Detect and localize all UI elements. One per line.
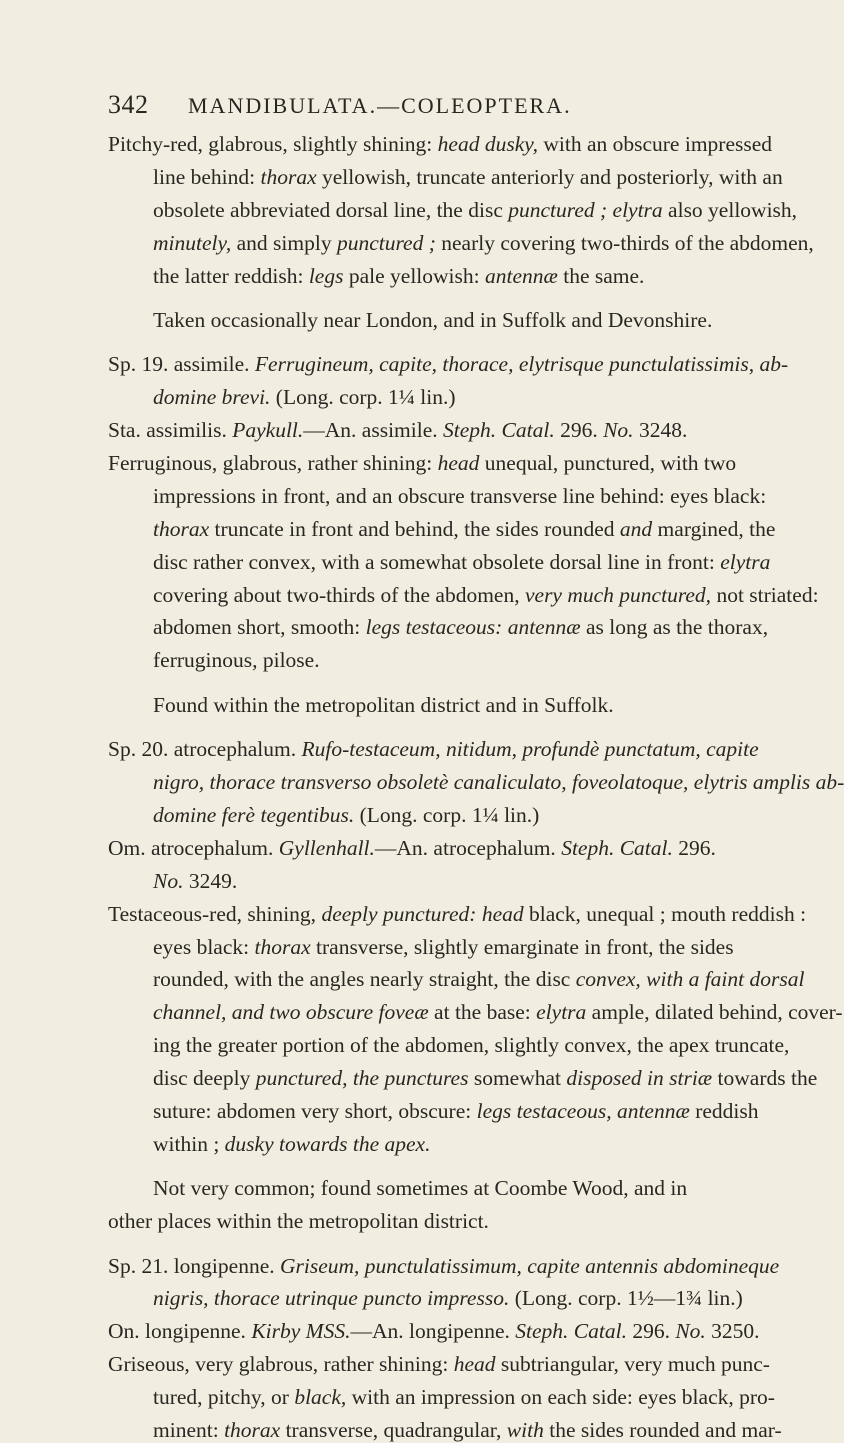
text-line [153,648,320,673]
italic-text: Gyllenhall. [278,836,375,860]
italic-text: Griseum, punctulatissimum, capite antennis abdomineque [280,1254,780,1278]
text-line [108,352,788,377]
text-run: somewhat [468,1066,567,1090]
italic-text: thorax [224,1418,281,1442]
text-run: transverse, quadrangular, [280,1418,507,1442]
text-line [153,1099,758,1124]
italic-text: channel, and two obscure foveæ [153,1000,429,1024]
text-run: towards the [712,1066,818,1090]
text-line [108,1352,770,1377]
text-run: the same. [557,264,645,288]
text-run: suture: abdomen very short, obscure: [153,1099,477,1123]
italic-text: deeply punctured: head [321,902,524,926]
italic-text: No. [153,869,184,893]
italic-text: punctured ; elytra [508,198,663,222]
italic-text: and [619,517,653,541]
text-run: 3248. [633,418,688,442]
text-line [108,737,759,762]
text-run: Ferruginous, glabrous, rather shining: [108,451,438,475]
text-run: the sides rounded and mar- [543,1418,782,1442]
italic-text: punctured, the punctures [255,1066,469,1090]
text-run: at the base: [428,1000,537,1024]
italic-text: very much punctured, [524,583,712,607]
italic-text: Ferrugineum, capite, thorace, elytrisque punctulatissimis, ab- [254,352,789,376]
text-run: obsolete abbreviated dorsal line, the disc [153,198,509,222]
text-run: tured, pitchy, or [153,1385,295,1409]
italic-text: head dusky, [437,132,538,156]
text-line [108,1319,760,1344]
text-run: unequal, punctured, with two [479,451,737,475]
italic-text: legs testaceous, antennæ [476,1099,690,1123]
text-run: 296. [672,836,716,860]
text-line [153,693,614,718]
text-run: Griseous, very glabrous, rather shining: [108,1352,454,1376]
italic-text: black, [294,1385,347,1409]
text-run: Testaceous-red, shining, [108,902,322,926]
italic-text: legs testaceous: antennæ [365,615,581,639]
italic-text: elytra [536,1000,587,1024]
text-line [153,1066,817,1091]
text-line [108,132,772,157]
text-run: (Long. corp. 1¼ lin.) [270,385,456,409]
text-line [153,1286,743,1311]
italic-text: nigris, thorace utrinque puncto impresso. [153,1286,510,1310]
text-line [153,803,539,828]
text-run: (Long. corp. 1¼ lin.) [354,803,540,827]
text-line [153,1385,775,1410]
italic-text: thorax [153,517,210,541]
italic-text: with [506,1418,544,1442]
italic-text: domine ferè tegentibus. [153,803,355,827]
italic-text: thorax [254,935,311,959]
italic-text: head [437,451,480,475]
text-run: rounded, with the angles nearly straight, the disc [153,967,576,991]
text-line [153,1132,430,1157]
italic-text: convex, with a faint dorsal [575,967,805,991]
text-run: margined, the [652,517,776,541]
text-line [108,836,716,861]
text-run: On. longipenne. [108,1319,252,1343]
text-line [153,869,237,894]
text-line [153,583,819,608]
text-run: ample, dilated behind, cover- [586,1000,843,1024]
text-run: —An. assimile. [303,418,444,442]
italic-text: Kirby MSS. [251,1319,351,1343]
text-line [108,418,687,443]
italic-text: Rufo-testaceum, nitidum, profundè punctatum, capite [301,737,759,761]
text-run: impressions in front, and an obscure transverse line behind: eyes black: [153,484,767,508]
italic-text: Steph. Catal. [515,1319,627,1343]
text-run: —An. atrocephalum. [374,836,562,860]
italic-text: punctured ; [336,231,436,255]
text-line [153,550,770,575]
text-line [108,451,736,476]
italic-text: No. [675,1319,706,1343]
italic-text: dusky towards the apex. [224,1132,431,1156]
text-run: 3249. [183,869,238,893]
running-header [108,90,788,120]
text-line [153,1418,782,1443]
italic-text: Steph. Catal. [561,836,673,860]
text-run: (Long. corp. 1½—1¾ lin.) [509,1286,743,1310]
italic-text: head [453,1352,496,1376]
text-run: disc rather convex, with a somewhat obsolete dorsal line in front: [153,550,721,574]
text-run: other places within the metropolitan district. [108,1209,489,1233]
italic-text: disposed in striæ [566,1066,713,1090]
italic-text: domine brevi. [153,385,271,409]
text-line [153,1176,687,1201]
text-run: eyes black: [153,935,255,959]
text-run: also yellowish, [662,198,798,222]
italic-text: antennæ [484,264,558,288]
text-run: with an obscure impressed [537,132,773,156]
text-line [153,231,814,256]
text-line [108,1209,489,1234]
text-line [153,484,766,509]
italic-text: Paykull. [232,418,304,442]
text-run: Pitchy-red, glabrous, slightly shining: [108,132,438,156]
text-run: Om. atrocephalum. [108,836,279,860]
italic-text: No. [603,418,634,442]
text-run: disc deeply [153,1066,256,1090]
text-run: within ; [153,1132,225,1156]
text-run: Sp. 19. assimile. [108,352,255,376]
text-line [153,517,775,542]
text-run: Sp. 20. atrocephalum. [108,737,302,761]
text-run: truncate in front and behind, the sides rounded [209,517,620,541]
text-run: not striated: [711,583,819,607]
text-run: with an impression on each side: eyes black, pro- [346,1385,775,1409]
text-line [153,165,783,190]
text-run: Sp. 21. longipenne. [108,1254,280,1278]
text-line [108,902,806,927]
text-run: Not very common; found sometimes at Coombe Wood, and in [153,1176,688,1200]
text-line [153,1033,789,1058]
page-number: 342 [108,90,149,119]
text-run: and simply [231,231,337,255]
text-run: Sta. assimilis. [108,418,233,442]
text-line [153,615,768,640]
text-line [153,308,712,333]
text-line [153,1000,843,1025]
text-line [153,385,456,410]
italic-text: thorax [260,165,317,189]
text-run: 296. [626,1319,676,1343]
text-run: black, unequal ; mouth reddish : [523,902,807,926]
text-run: transverse, slightly emarginate in front, the sides [310,935,734,959]
text-run: the latter reddish: [153,264,309,288]
italic-text: nigro, thorace transverso obsoletè canaliculato, foveolatoque, elytris amplis ab- [153,770,844,794]
text-run: subtriangular, very much punc- [495,1352,770,1376]
text-line [153,770,844,795]
text-run: —An. longipenne. [350,1319,516,1343]
text-run: Taken occasionally near London, and in Suffolk and Devonshire. [153,308,713,332]
text-run: pale yellowish: [343,264,485,288]
text-run: minent: [153,1418,225,1442]
text-run: ing the greater portion of the abdomen, slightly convex, the apex truncate, [153,1033,790,1057]
text-run: yellowish, truncate anteriorly and posteriorly, with an [316,165,783,189]
italic-text: legs [308,264,344,288]
text-run: 296. [554,418,604,442]
text-line [153,967,804,992]
italic-text: elytra [720,550,771,574]
text-run: 3250. [705,1319,760,1343]
text-line [153,935,734,960]
italic-text: Steph. Catal. [443,418,555,442]
text-line [153,198,797,223]
text-line [153,264,644,289]
text-run: nearly covering two-thirds of the abdomen, [435,231,814,255]
text-run: Found within the metropolitan district and in Suffolk. [153,693,614,717]
text-run: line behind: [153,165,261,189]
italic-text: minutely, [153,231,232,255]
text-run: reddish [689,1099,759,1123]
text-run: abdomen short, smooth: [153,615,366,639]
running-head: MANDIBULATA.—COLEOPTERA. [188,93,572,118]
text-run: as long as the thorax, [580,615,769,639]
text-run: ferruginous, pilose. [153,648,320,672]
text-run: covering about two-thirds of the abdomen, [153,583,525,607]
text-line [108,1254,779,1279]
